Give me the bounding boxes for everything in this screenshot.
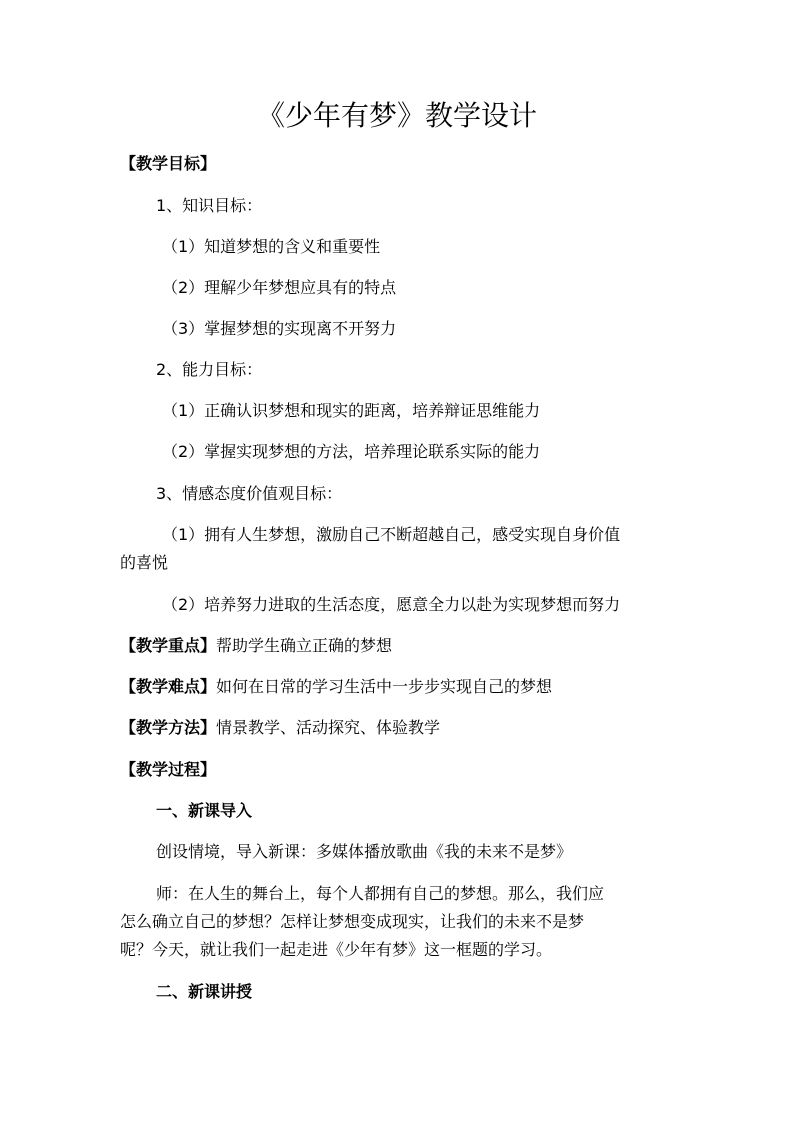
document-title: 《少年有梦》教学设计 (256, 99, 537, 132)
key-point-label: 【教学重点】 (120, 636, 217, 655)
knowledge-goal-1: （1）知道梦想的含义和重要性 (162, 237, 381, 256)
process-heading: 【教学过程】 (120, 760, 217, 779)
difficulty-text: 如何在日常的学习生活中一步步实现自己的梦想 (216, 677, 553, 696)
key-point-row (120, 632, 700, 660)
difficulty-row (120, 673, 700, 701)
emotion-goals-heading: 3、情感态度价值观目标： (156, 484, 343, 503)
ability-goal-1: （1）正确认识梦想和现实的距离，培养辩证思维能力 (162, 401, 541, 420)
new-lesson-section-heading: 二、新课讲授 (156, 982, 253, 1001)
methods-row (120, 714, 700, 742)
ability-goals-heading: 2、能力目标： (156, 360, 263, 379)
emotion-goal-1-line-1: （1）拥有人生梦想，激励自己不断超越自己，感受实现自身价值 (162, 525, 621, 544)
intro-section-heading: 一、新课导入 (156, 801, 253, 820)
emotion-goal-1-line-2: 的喜悦 (120, 553, 169, 572)
methods-label: 【教学方法】 (120, 718, 217, 737)
knowledge-goals-heading: 1、知识目标： (156, 196, 263, 215)
intro-scenario: 创设情境，导入新课：多媒体播放歌曲《我的未来不是梦》 (156, 842, 573, 861)
knowledge-goal-2: （2）理解少年梦想应具有的特点 (162, 278, 397, 297)
teacher-speech-line-2: 怎么确立自己的梦想？怎样让梦想变成现实，让我们的未来不是梦 (120, 912, 585, 931)
teacher-speech-line-3: 呢？今天，就让我们一起走进《少年有梦》这一框题的学习。 (120, 940, 553, 959)
methods-text: 情景教学、活动探究、体验教学 (216, 718, 441, 737)
knowledge-goal-3: （3）掌握梦想的实现离不开努力 (162, 319, 397, 338)
objectives-heading: 【教学目标】 (120, 154, 217, 173)
difficulty-label: 【教学难点】 (120, 677, 217, 696)
key-point-text: 帮助学生确立正确的梦想 (216, 636, 393, 655)
emotion-goal-2: （2）培养努力进取的生活态度，愿意全力以赴为实现梦想而努力 (162, 595, 621, 614)
teacher-speech-line-1: 师：在人生的舞台上，每个人都拥有自己的梦想。那么，我们应 (156, 884, 605, 903)
ability-goal-2: （2）掌握实现梦想的方法，培养理论联系实际的能力 (162, 442, 541, 461)
